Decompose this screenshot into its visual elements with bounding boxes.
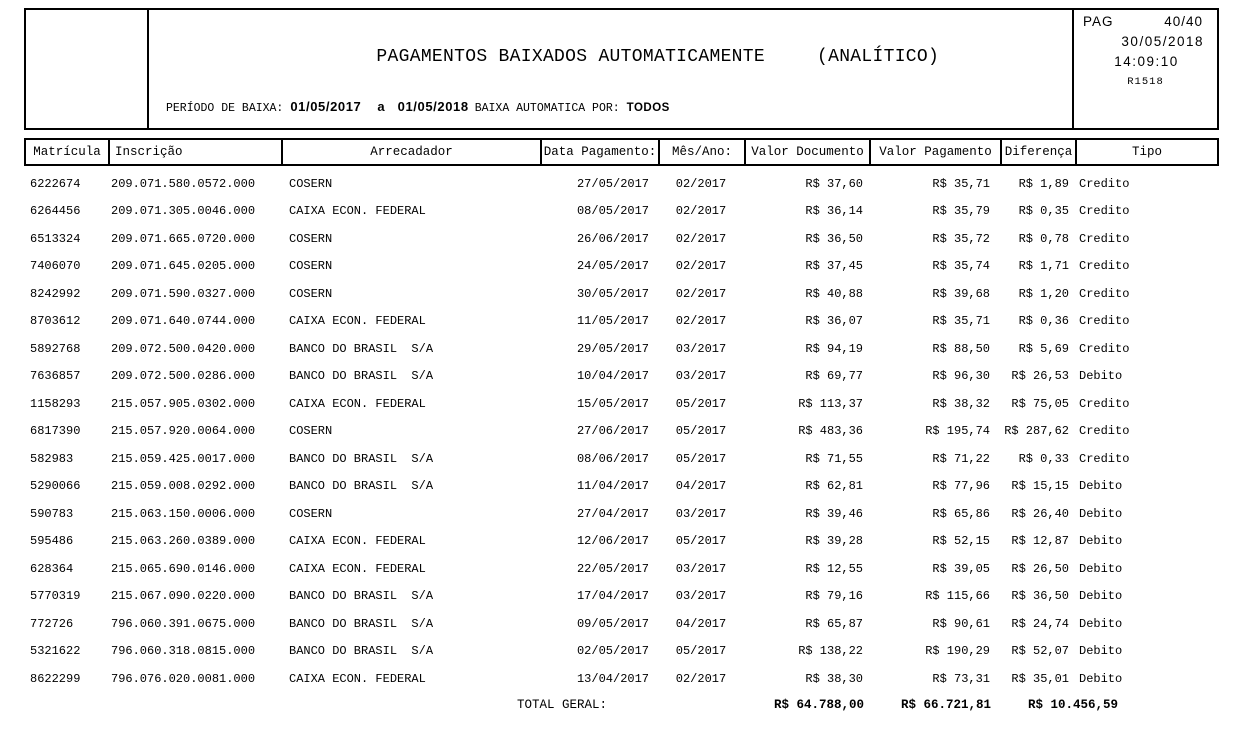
cell-inscricao: 215.063.260.0389.000 [111,534,256,549]
cell-data-pagamento: 29/05/2017 [576,341,649,356]
cell-matricula: 772726 [30,616,74,631]
cell-mes-ano: 05/2017 [675,396,727,411]
cell-diferenca: R$ 12,87 [1011,534,1069,549]
cell-inscricao: 209.071.580.0572.000 [111,176,256,191]
cell-matricula: 582983 [30,451,74,466]
cell-valor-pagamento: R$ 39,05 [932,561,990,576]
cell-valor-pagamento: R$ 88,50 [932,341,990,356]
cell-valor-pagamento: R$ 39,68 [932,286,990,301]
cell-diferenca: R$ 1,20 [1018,286,1069,301]
cell-diferenca: R$ 24,74 [1011,616,1069,631]
cell-matricula: 595486 [30,534,74,549]
cell-data-pagamento: 27/04/2017 [576,506,649,521]
cell-data-pagamento: 02/05/2017 [576,644,649,659]
cell-valor-documento: R$ 37,60 [805,176,863,191]
cell-diferenca: R$ 15,15 [1011,479,1069,494]
cell-valor-documento: R$ 39,46 [805,506,863,521]
cell-valor-pagamento: R$ 195,74 [925,424,990,439]
cell-diferenca: R$ 5,69 [1018,341,1069,356]
column-header-inscricao: Inscrição [110,140,283,164]
column-header-diferenca: Diferença [1002,140,1077,164]
cell-matricula: 8703612 [30,314,81,329]
column-header-valor-documento: Valor Documento [746,140,871,164]
cell-inscricao: 215.057.905.0302.000 [111,396,256,411]
cell-arrecadador: BANCO DO BRASIL S/A [289,451,434,466]
total-diferenca: R$ 10.456,59 [1027,698,1118,712]
table-row [24,473,1219,501]
table-row [24,198,1219,226]
cell-arrecadador: BANCO DO BRASIL S/A [289,589,434,604]
cell-inscricao: 215.057.920.0064.000 [111,424,256,439]
cell-data-pagamento: 15/05/2017 [576,396,649,411]
cell-matricula: 6264456 [30,204,81,219]
cell-arrecadador: COSERN [289,259,333,274]
cell-inscricao: 209.071.590.0327.000 [111,286,256,301]
table-row [24,500,1219,528]
report-subtitle: (ANALÍTICO) [816,47,940,67]
cell-diferenca: R$ 26,40 [1011,506,1069,521]
cell-valor-documento: R$ 62,81 [805,479,863,494]
period-label: PERÍODO DE BAIXA: [166,102,284,115]
cell-inscricao: 209.072.500.0420.000 [111,341,256,356]
cell-mes-ano: 02/2017 [675,314,727,329]
cell-arrecadador: COSERN [289,506,333,521]
cell-data-pagamento: 27/06/2017 [576,424,649,439]
page-number: 40/40 [1164,14,1203,29]
total-valor-documento: R$ 64.788,00 [773,698,864,712]
cell-inscricao: 796.060.391.0675.000 [111,616,256,631]
page-info-line [1074,14,1217,29]
cell-valor-pagamento: R$ 77,96 [932,479,990,494]
cell-matricula: 1158293 [30,396,81,411]
cell-tipo: Debito [1079,534,1123,549]
report-title: PAGAMENTOS BAIXADOS AUTOMATICAMENTE [376,47,765,67]
column-header-matricula: Matrícula [26,140,110,164]
cell-diferenca: R$ 287,62 [1004,424,1069,439]
table-row [24,638,1219,666]
cell-valor-documento: R$ 12,55 [805,561,863,576]
cell-valor-pagamento: R$ 35,71 [932,176,990,191]
cell-valor-pagamento: R$ 73,31 [932,671,990,686]
cell-valor-documento: R$ 71,55 [805,451,863,466]
cell-mes-ano: 02/2017 [675,259,727,274]
cell-mes-ano: 02/2017 [675,671,727,686]
table-row [24,335,1219,363]
cell-valor-pagamento: R$ 35,71 [932,314,990,329]
cell-matricula: 7406070 [30,259,81,274]
table-row [24,418,1219,446]
cell-mes-ano: 03/2017 [675,506,727,521]
cell-tipo: Debito [1079,561,1123,576]
cell-mes-ano: 03/2017 [675,561,727,576]
period-line [166,99,670,115]
cell-arrecadador: BANCO DO BRASIL S/A [289,369,434,384]
cell-mes-ano: 05/2017 [675,451,727,466]
table-row [24,610,1219,638]
cell-arrecadador: CAIXA ECON. FEDERAL [289,671,426,686]
report-title-line [332,30,939,84]
cell-tipo: Debito [1079,479,1123,494]
baixa-por-label: BAIXA AUTOMATICA POR: [474,102,620,115]
cell-tipo: Credito [1079,341,1130,356]
cell-valor-pagamento: R$ 115,66 [925,589,990,604]
cell-valor-pagamento: R$ 38,32 [932,396,990,411]
cell-inscricao: 215.063.150.0006.000 [111,506,256,521]
cell-diferenca: R$ 52,07 [1011,644,1069,659]
cell-valor-pagamento: R$ 35,79 [932,204,990,219]
cell-valor-documento: R$ 37,45 [805,259,863,274]
cell-tipo: Credito [1079,204,1130,219]
cell-mes-ano: 02/2017 [675,176,727,191]
table-row [24,280,1219,308]
cell-arrecadador: BANCO DO BRASIL S/A [289,616,434,631]
total-row [0,692,1236,719]
cell-tipo: Debito [1079,644,1123,659]
cell-data-pagamento: 24/05/2017 [576,259,649,274]
cell-diferenca: R$ 36,50 [1011,589,1069,604]
page-info-box [1074,14,1217,88]
cell-mes-ano: 03/2017 [675,589,727,604]
cell-matricula: 7636857 [30,369,81,384]
cell-matricula: 628364 [30,561,74,576]
cell-mes-ano: 02/2017 [675,231,727,246]
cell-tipo: Debito [1079,616,1123,631]
total-valor-pagamento: R$ 66.721,81 [900,698,991,712]
cell-mes-ano: 03/2017 [675,341,727,356]
cell-matricula: 6222674 [30,176,81,191]
cell-inscricao: 215.059.008.0292.000 [111,479,256,494]
table-row [24,170,1219,198]
cell-diferenca: R$ 0,78 [1018,231,1069,246]
cell-arrecadador: BANCO DO BRASIL S/A [289,341,434,356]
cell-arrecadador: CAIXA ECON. FEDERAL [289,396,426,411]
table-row [24,583,1219,611]
cell-valor-documento: R$ 69,77 [805,369,863,384]
cell-mes-ano: 05/2017 [675,534,727,549]
cell-valor-documento: R$ 39,28 [805,534,863,549]
cell-valor-documento: R$ 36,14 [805,204,863,219]
cell-inscricao: 209.072.500.0286.000 [111,369,256,384]
cell-tipo: Credito [1079,314,1130,329]
cell-matricula: 5321622 [30,644,81,659]
cell-mes-ano: 05/2017 [675,644,727,659]
cell-data-pagamento: 11/05/2017 [576,314,649,329]
cell-diferenca: R$ 0,33 [1018,451,1069,466]
cell-diferenca: R$ 1,71 [1018,259,1069,274]
cell-mes-ano: 02/2017 [675,204,727,219]
cell-matricula: 5770319 [30,589,81,604]
period-separator: a [377,99,385,114]
table-row [24,555,1219,583]
cell-data-pagamento: 30/05/2017 [576,286,649,301]
cell-tipo: Debito [1079,369,1123,384]
baixa-por-value: TODOS [626,102,670,114]
cell-inscricao: 796.060.318.0815.000 [111,644,256,659]
logo-box-divider [147,10,149,128]
cell-inscricao: 215.059.425.0017.000 [111,451,256,466]
cell-data-pagamento: 17/04/2017 [576,589,649,604]
cell-arrecadador: BANCO DO BRASIL S/A [289,644,434,659]
table-row [24,363,1219,391]
cell-valor-pagamento: R$ 71,22 [932,451,990,466]
cell-data-pagamento: 26/06/2017 [576,231,649,246]
cell-data-pagamento: 10/04/2017 [576,369,649,384]
cell-inscricao: 796.076.020.0081.000 [111,671,256,686]
cell-matricula: 5892768 [30,341,81,356]
cell-valor-documento: R$ 65,87 [805,616,863,631]
cell-valor-pagamento: R$ 190,29 [925,644,990,659]
cell-arrecadador: COSERN [289,424,333,439]
cell-arrecadador: COSERN [289,231,333,246]
cell-inscricao: 209.071.305.0046.000 [111,204,256,219]
cell-arrecadador: COSERN [289,176,333,191]
cell-tipo: Credito [1079,424,1130,439]
cell-valor-documento: R$ 79,16 [805,589,863,604]
table-row [24,665,1219,693]
cell-diferenca: R$ 0,36 [1018,314,1069,329]
column-header-data-pagamento: Data Pagamento: [542,140,660,164]
cell-arrecadador: CAIXA ECON. FEDERAL [289,534,426,549]
cell-tipo: Credito [1079,286,1130,301]
cell-valor-pagamento: R$ 35,72 [932,231,990,246]
table-row [24,445,1219,473]
cell-tipo: Debito [1079,671,1123,686]
cell-valor-documento: R$ 40,88 [805,286,863,301]
cell-valor-pagamento: R$ 35,74 [932,259,990,274]
cell-data-pagamento: 22/05/2017 [576,561,649,576]
table-row [24,308,1219,336]
cell-valor-pagamento: R$ 96,30 [932,369,990,384]
cell-diferenca: R$ 1,89 [1018,176,1069,191]
cell-valor-documento: R$ 94,19 [805,341,863,356]
column-header-valor-pagamento: Valor Pagamento [871,140,1002,164]
cell-diferenca: R$ 26,50 [1011,561,1069,576]
table-row [24,528,1219,556]
cell-data-pagamento: 13/04/2017 [576,671,649,686]
cell-valor-documento: R$ 38,30 [805,671,863,686]
cell-inscricao: 209.071.645.0205.000 [111,259,256,274]
cell-diferenca: R$ 35,01 [1011,671,1069,686]
cell-arrecadador: CAIXA ECON. FEDERAL [289,314,426,329]
period-end-date: 01/05/2018 [397,99,469,114]
table-row [24,390,1219,418]
report-code: R1518 [1127,76,1164,88]
cell-data-pagamento: 08/05/2017 [576,204,649,219]
cell-matricula: 8622299 [30,671,81,686]
cell-data-pagamento: 09/05/2017 [576,616,649,631]
cell-tipo: Debito [1079,506,1123,521]
cell-mes-ano: 04/2017 [675,479,727,494]
cell-matricula: 6513324 [30,231,81,246]
cell-diferenca: R$ 26,53 [1011,369,1069,384]
table-row [24,225,1219,253]
cell-matricula: 5290066 [30,479,81,494]
cell-arrecadador: CAIXA ECON. FEDERAL [289,204,426,219]
cell-valor-documento: R$ 36,07 [805,314,863,329]
cell-valor-documento: R$ 113,37 [798,396,863,411]
cell-mes-ano: 02/2017 [675,286,727,301]
table-header [24,138,1219,166]
cell-inscricao: 215.067.090.0220.000 [111,589,256,604]
cell-diferenca: R$ 75,05 [1011,396,1069,411]
cell-valor-pagamento: R$ 52,15 [932,534,990,549]
table-body [24,170,1219,693]
cell-matricula: 590783 [30,506,74,521]
cell-valor-pagamento: R$ 65,86 [932,506,990,521]
cell-valor-documento: R$ 483,36 [798,424,863,439]
cell-valor-documento: R$ 36,50 [805,231,863,246]
page-label: PAG [1083,14,1114,29]
cell-arrecadador: BANCO DO BRASIL S/A [289,479,434,494]
cell-data-pagamento: 27/05/2017 [576,176,649,191]
table-row [24,253,1219,281]
cell-inscricao: 209.071.665.0720.000 [111,231,256,246]
cell-tipo: Credito [1079,451,1130,466]
cell-matricula: 6817390 [30,424,81,439]
cell-tipo: Credito [1079,259,1130,274]
cell-valor-documento: R$ 138,22 [798,644,863,659]
column-header-arrecadador: Arrecadador [283,140,542,164]
cell-tipo: Credito [1079,176,1130,191]
cell-data-pagamento: 11/04/2017 [576,479,649,494]
cell-arrecadador: CAIXA ECON. FEDERAL [289,561,426,576]
cell-inscricao: 209.071.640.0744.000 [111,314,256,329]
print-time: 14:09:10 [1114,54,1179,69]
cell-inscricao: 215.065.690.0146.000 [111,561,256,576]
cell-data-pagamento: 08/06/2017 [576,451,649,466]
print-date: 30/05/2018 [1121,34,1204,49]
cell-diferenca: R$ 0,35 [1018,204,1069,219]
cell-tipo: Debito [1079,589,1123,604]
cell-mes-ano: 03/2017 [675,369,727,384]
cell-data-pagamento: 12/06/2017 [576,534,649,549]
cell-valor-pagamento: R$ 90,61 [932,616,990,631]
cell-arrecadador: COSERN [289,286,333,301]
column-header-mes-ano: Mês/Ano: [660,140,746,164]
cell-matricula: 8242992 [30,286,81,301]
cell-tipo: Credito [1079,396,1130,411]
total-label: TOTAL GERAL: [517,698,608,712]
period-start-date: 01/05/2017 [290,99,362,114]
column-header-tipo: Tipo [1131,145,1162,159]
cell-mes-ano: 04/2017 [675,616,727,631]
cell-tipo: Credito [1079,231,1130,246]
cell-mes-ano: 05/2017 [675,424,727,439]
